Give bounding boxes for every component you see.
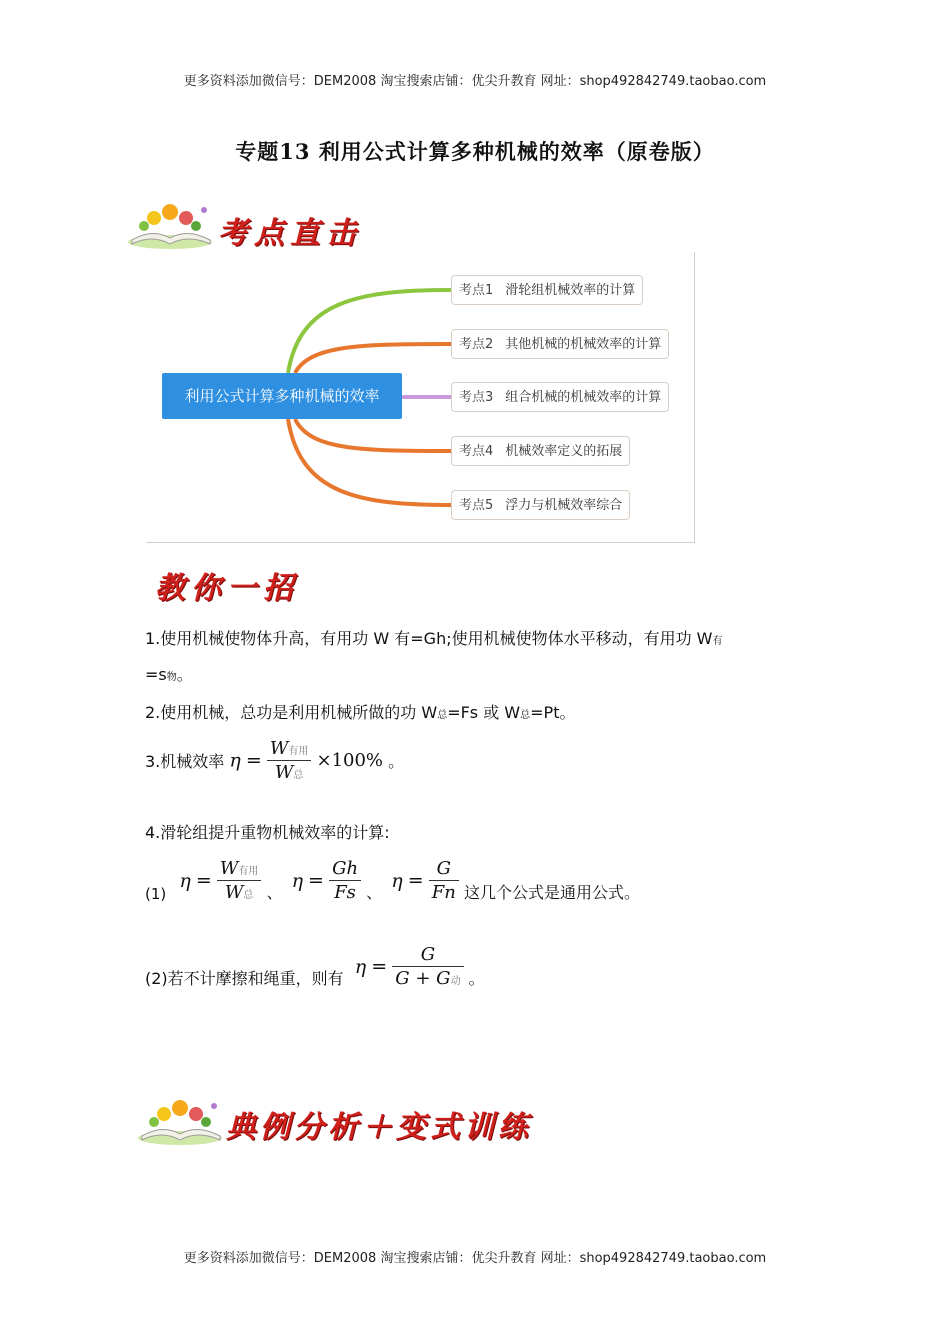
tip-text: =Pt。 bbox=[530, 703, 576, 722]
node-tag: 考点5 bbox=[459, 498, 494, 513]
fraction-g-fn bbox=[429, 858, 459, 903]
node-tag: 考点4 bbox=[459, 444, 494, 459]
percent-factor: ×100% bbox=[316, 750, 384, 771]
tip-text: 。 bbox=[468, 969, 485, 988]
numerator: G bbox=[429, 858, 459, 881]
subscript: 总 bbox=[437, 710, 448, 721]
subscript: 总 bbox=[520, 710, 531, 721]
node-label: 其他机械的机械效率的计算 bbox=[505, 337, 662, 352]
banner-kaodian: 考点直击 bbox=[218, 216, 362, 251]
separator: 、 bbox=[266, 883, 283, 902]
eta-symbol: η bbox=[354, 955, 367, 978]
node-label: 组合机械的机械效率的计算 bbox=[505, 390, 662, 405]
tip-4-1 bbox=[145, 858, 640, 903]
tip-text: 3.机械效率 bbox=[145, 752, 225, 771]
page-footer: 更多资料添加微信号：DEM2008 淘宝搜索店铺：优尖升教育 网址：shop492842749.taobao.com bbox=[183, 1251, 767, 1266]
banner-dianli: 典例分析＋变式训练 bbox=[226, 1110, 532, 1145]
tip-4-2 bbox=[145, 944, 485, 989]
node-tag: 考点2 bbox=[459, 337, 494, 352]
tip-4: 4.滑轮组提升重物机械效率的计算: bbox=[145, 823, 390, 842]
mindmap-center-node: 利用公式计算多种机械的效率 bbox=[162, 373, 402, 419]
tip-1-line-2 bbox=[145, 662, 193, 685]
mindmap-node-3 bbox=[451, 382, 669, 412]
eta-symbol: η bbox=[229, 749, 241, 772]
tip-text: 1.使用机械使物体升高，有用功 W 有=Gh;使用机械使物体水平移动，有用功 W bbox=[145, 629, 713, 648]
tip-text: 。 bbox=[176, 665, 193, 684]
subscript: 总 bbox=[293, 770, 304, 781]
efficiency-fraction bbox=[267, 738, 312, 783]
node-tag: 考点3 bbox=[459, 390, 494, 405]
mindmap-node-1 bbox=[451, 275, 643, 305]
equals-sign: = bbox=[407, 869, 424, 892]
equals-sign: = bbox=[308, 869, 324, 892]
numerator: G bbox=[392, 944, 463, 967]
subscript: 总 bbox=[243, 890, 254, 901]
book-flower-icon bbox=[134, 1094, 226, 1148]
subscript: 物 bbox=[166, 672, 177, 683]
page-header: 更多资料添加微信号：DEM2008 淘宝搜索店铺：优尖升教育 网址：shop492842749.taobao.com bbox=[183, 74, 767, 89]
formula-w: W bbox=[274, 762, 294, 783]
subscript: 有用 bbox=[238, 866, 259, 877]
tip-2 bbox=[145, 700, 575, 723]
tip-text: =s bbox=[145, 665, 167, 684]
node-label: 机械效率定义的拓展 bbox=[505, 444, 623, 459]
node-label: 滑轮组机械效率的计算 bbox=[505, 283, 636, 298]
tip-text: 2.使用机械，总功是利用机械所做的功 W bbox=[145, 703, 438, 722]
connector-4 bbox=[295, 419, 452, 451]
denominator: Fs bbox=[334, 882, 356, 903]
connector-2 bbox=[295, 344, 452, 373]
mindmap-node-5 bbox=[451, 490, 630, 520]
mindmap-node-4 bbox=[451, 436, 630, 466]
banner-jiaoni: 教你一招 bbox=[155, 571, 299, 606]
fraction-gh-fs bbox=[329, 858, 361, 903]
eta-symbol: η bbox=[291, 869, 303, 892]
equals-sign: = bbox=[195, 869, 212, 892]
page-title: 专题13 利用公式计算多种机械的效率（原卷版） bbox=[235, 139, 715, 164]
connector-5 bbox=[288, 419, 452, 505]
equals-sign: = bbox=[245, 749, 262, 772]
node-tag: 考点1 bbox=[459, 283, 494, 298]
tip-1-line-1 bbox=[145, 626, 723, 649]
separator: 、 bbox=[366, 883, 383, 902]
tip-text: (2)若不计摩擦和绳重，则有 bbox=[145, 969, 344, 988]
eta-symbol: η bbox=[391, 869, 403, 892]
fraction-g-gdong bbox=[392, 944, 463, 989]
numerator: Gh bbox=[329, 858, 361, 881]
eta-symbol: η bbox=[179, 869, 191, 892]
tip-text: =Fs 或 W bbox=[447, 703, 521, 722]
formula-w: W bbox=[224, 882, 244, 903]
fraction-w bbox=[217, 858, 262, 903]
node-label: 浮力与机械效率综合 bbox=[505, 498, 623, 513]
tip-3 bbox=[145, 738, 404, 783]
equals-sign: = bbox=[371, 955, 388, 978]
tip-text: 这几个公式是通用公式。 bbox=[463, 883, 640, 902]
mindmap-node-2 bbox=[451, 329, 669, 359]
connector-1 bbox=[288, 290, 452, 373]
formula-w: W bbox=[219, 858, 239, 879]
denominator: Fn bbox=[431, 882, 456, 903]
subscript: 动 bbox=[450, 976, 461, 987]
subscript: 有 bbox=[712, 636, 723, 647]
formula-w: W bbox=[269, 738, 289, 759]
tip-text: (1) bbox=[145, 885, 167, 903]
denominator: G + G bbox=[395, 968, 451, 989]
subscript: 有用 bbox=[288, 746, 309, 757]
tip-text: 。 bbox=[388, 752, 405, 771]
